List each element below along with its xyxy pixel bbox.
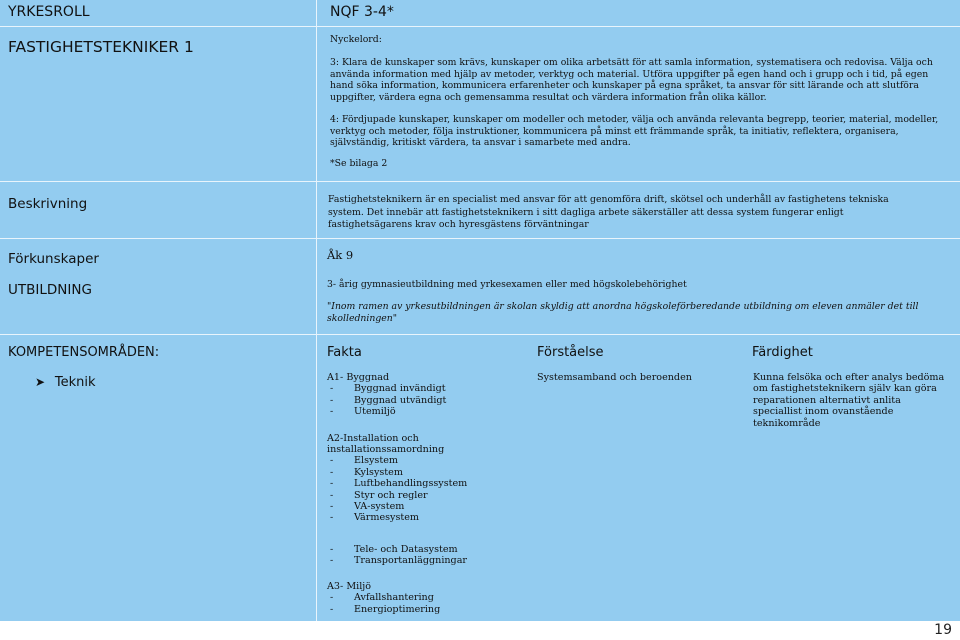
competence-label: KOMPETENSOMRÅDEN: bbox=[8, 345, 160, 360]
a1-title: A1- Byggnad bbox=[327, 372, 390, 383]
list-item: - VA-system bbox=[327, 501, 527, 512]
prerequisites-value: Åk 9 bbox=[327, 248, 354, 262]
grid-line bbox=[0, 238, 960, 239]
list-item: - Byggnad utvändigt bbox=[327, 395, 527, 406]
prerequisites-label: Förkunskaper bbox=[8, 251, 99, 267]
list-item: - Kylsystem bbox=[327, 467, 527, 478]
list-item: - Tele- och Datasystem bbox=[327, 544, 527, 555]
column-fardighet: Färdighet bbox=[752, 345, 813, 360]
nqf-level-heading: NQF 3-4* bbox=[330, 4, 394, 20]
key-note: *Se bilaga 2 bbox=[330, 158, 388, 169]
grid-line bbox=[0, 334, 960, 335]
education-value: 3- årig gymnasieutbildning med yrkesexamen eller med högskolebehörighet bbox=[327, 279, 687, 290]
column-fakta: Fakta bbox=[327, 345, 362, 360]
column-forstaelse: Förståelse bbox=[537, 345, 604, 360]
grid-line bbox=[316, 0, 317, 621]
a2-list bbox=[327, 455, 527, 523]
list-item: - Luftbehandlingssystem bbox=[327, 478, 527, 489]
a3-list bbox=[327, 592, 527, 615]
a2-extra-list bbox=[327, 544, 527, 567]
arrow-bullet-icon: ➤ bbox=[35, 375, 46, 389]
a1-list bbox=[327, 383, 527, 417]
role-title: FASTIGHETSTEKNIKER 1 bbox=[8, 38, 194, 56]
list-item: - Styr och regler bbox=[327, 490, 527, 501]
education-label: UTBILDNING bbox=[8, 282, 92, 298]
forstaelse-text: Systemsamband och beroenden bbox=[537, 372, 692, 383]
fakta-column bbox=[327, 372, 527, 615]
key-level-4: 4: Fördjupade kunskaper, kunskaper om modeller och metoder, välja och använda relevanta begrepp, teorier, material, modeller, verktyg och metoder, följa instruktioner, kommunicera på minst ett främmande språk, ta initiativ, reflektera, organisera, självständig, kritiskt värdera, ta ansvar i samarbete med andra. bbox=[330, 114, 939, 149]
area-name: Teknik bbox=[54, 375, 96, 390]
description-label: Beskrivning bbox=[8, 196, 88, 212]
list-item: - Avfallshantering bbox=[327, 592, 527, 603]
fardighet-text: Kunna felsöka och efter analys bedöma om fastighetsteknikern själv kan göra reparationen alternativt anlita speciallist inom ovanstående teknikområde bbox=[753, 372, 945, 429]
page-number: 19 bbox=[934, 622, 952, 638]
list-item: - Energioptimering bbox=[327, 604, 527, 615]
grid-line bbox=[0, 26, 960, 27]
a2-title: A2-Installation och installationssamordning bbox=[327, 432, 445, 456]
yrkesroll-heading: YRKESROLL bbox=[8, 4, 90, 20]
a3-title: A3- Miljö bbox=[327, 580, 372, 592]
list-item: - Elsystem bbox=[327, 455, 527, 466]
list-item: - Transportanläggningar bbox=[327, 555, 527, 566]
key-label: Nyckelord: bbox=[330, 34, 382, 45]
list-item: - Värmesystem bbox=[327, 512, 527, 523]
education-quote: "Inom ramen av yrkesutbildningen är skolan skyldig att anordna högskoleförberedande utbildning om eleven anmäler det till skolledningen" bbox=[327, 301, 919, 324]
grid-line bbox=[0, 181, 960, 182]
area-row bbox=[35, 375, 96, 390]
description-text: Fastighetsteknikern är en specialist med ansvar för att genomföra drift, skötsel och underhåll av fastighetens tekniska system. Det innebär att fastighetsteknikern i sitt dagliga arbete säkerställer att dessa system fungerar enligt fastighetsägarens krav och hyresgästens förväntningar bbox=[328, 194, 889, 231]
list-item: - Utemiljö bbox=[327, 406, 527, 417]
list-item: - Byggnad invändigt bbox=[327, 383, 527, 394]
key-level-3: 3: Klara de kunskaper som krävs, kunskaper om olika arbetsätt för att samla information, systematisera och redovisa. Välja och använda information med hjälp av metoder, verktyg och material. Utföra uppgifter på egen hand och i grupp och i tid, på egen hand söka information, kommunicera erfarenheter och kunskaper på egna språket, ta ansvar för sitt lärande och att slutföra uppgifter, värdera egna och gemensamma resultat och värdera information från olika källor. bbox=[330, 57, 933, 103]
